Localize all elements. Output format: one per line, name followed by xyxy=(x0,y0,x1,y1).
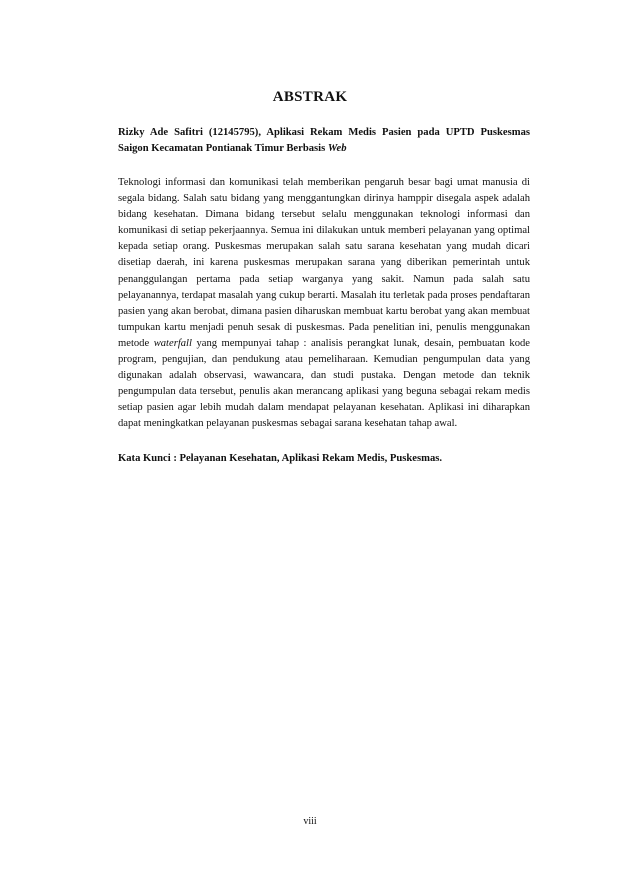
abstract-paragraph xyxy=(118,175,530,433)
abstract-text-part-2: yang mempunyai tahap : analisis perangkat lunak, desain, pembuatan kode program, pengujian, dan pendukung atau pemeliharaan. Kemudian pengumpulan data yang digunakan adalah observasi, wawancara, dan studi pustaka. Dengan metode dan teknik pengumpulan data tersebut, penulis akan merancang aplikasi yang beguna sebagai rekam medis setiap pasien agar lebih mudah dalam mendapat pelayanan kesehatan. Aplikasi ini diharapkan dapat meningkatkan pelayanan puskesmas sebagai sarana kesehatan tahap awal. xyxy=(118,337,530,430)
author-title-text: Rizky Ade Safitri (12145795), Aplikasi Rekam Medis Pasien pada UPTD Puskesmas Saigon Kecamatan Pontianak Timur Berbasis xyxy=(118,127,530,154)
abstract-text-part-1: Teknologi informasi dan komunikasi telah memberikan pengaruh besar bagi umat manusia di segala bidang. Salah satu bidang yang menggantungkan dirinya hamppir disegala aspek adalah bidang kesehatan. Dimana bidang tersebut selalu menggunakan teknologi informasi dan komunikasi di setiap pekerjaannya. Semua ini dilakukan untuk memberi pelayanan yang optimal kepada setiap orang. Puskesmas merupakan salah satu sarana kesehatan yang mudah dicari disetiap daerah, ini karena puskesmas merupakan sarana yang diberikan pemerintah untuk penanggulangan pertama pada setiap warganya yang sakit. Namun pada salah satu pelayanannya, terdapat masalah yang cukup berarti. Masalah itu terletak pada proses pendaftaran pasien yang akan berobat, dimana pasien diharuskan membuat kartu berobat yang akan membuat tumpukan kartu menjadi penuh sesak di puskesmas. Pada penelitian ini, penulis menggunakan metode xyxy=(118,177,530,349)
page-number: viii xyxy=(303,816,317,827)
author-title-heading xyxy=(118,125,530,157)
abstract-content xyxy=(118,125,530,467)
keywords: Kata Kunci : Pelayanan Kesehatan, Aplikasi Rekam Medis, Puskesmas. xyxy=(118,452,443,464)
platform-text: Web xyxy=(327,143,347,154)
method-name: waterfall xyxy=(153,337,192,349)
page-title: ABSTRAK xyxy=(272,89,348,105)
